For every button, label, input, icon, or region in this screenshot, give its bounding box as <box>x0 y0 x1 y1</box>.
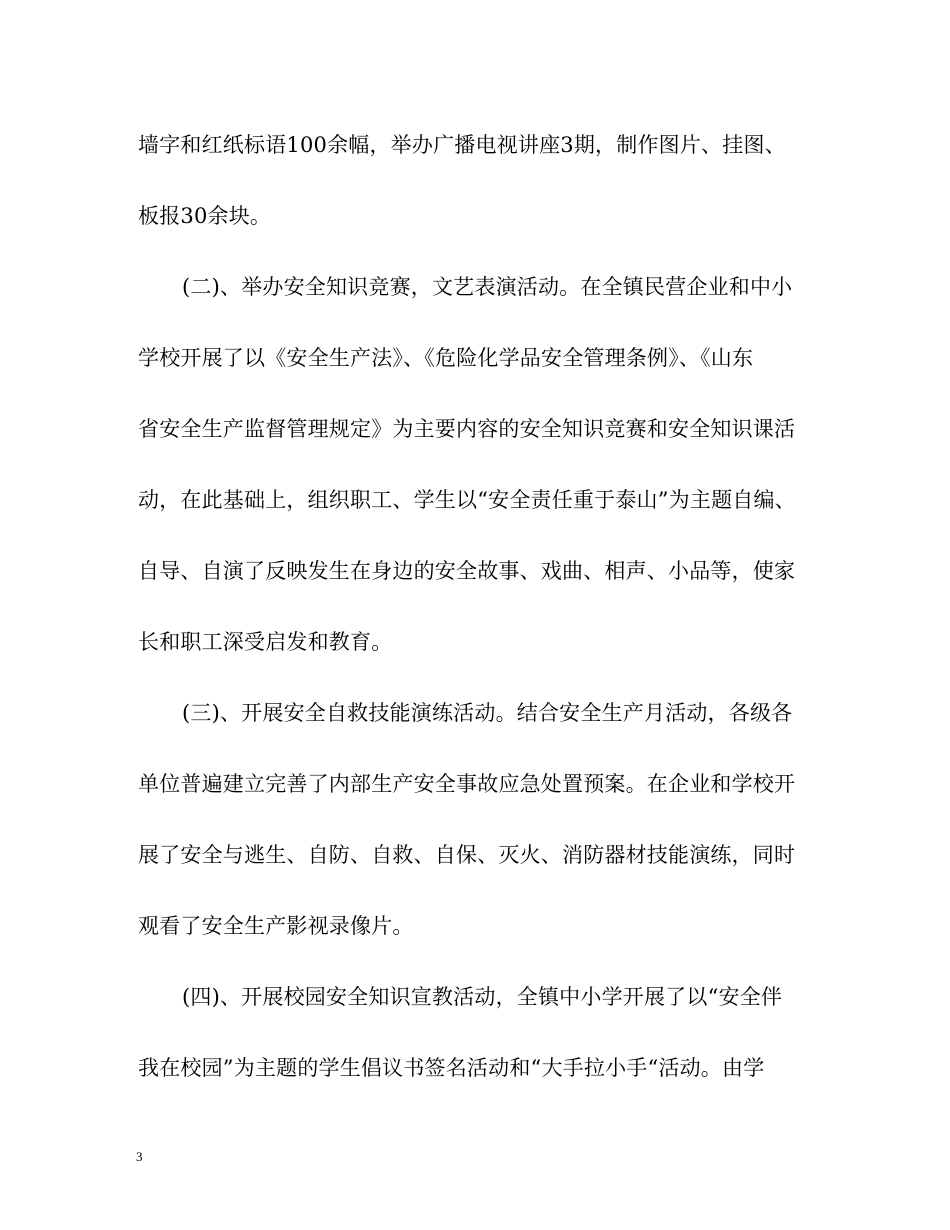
text-line: 展了安全与逃生、自防、自救、自保、灭火、消防器材技能演练，同时 <box>138 843 796 867</box>
text-line: 观看了安全生产影视录像片。 <box>138 914 414 938</box>
page-number: 3 <box>136 1149 143 1164</box>
text-line: 学校开展了以《安全生产法》、《危险化学品安全管理条例》、《山东 <box>138 346 754 370</box>
text-line: 自导、自演了反映发生在身边的安全故事、戏曲、相声、小品等，使家 <box>138 559 796 583</box>
text-line: 长和职工深受启发和教育。 <box>138 630 393 654</box>
text-line: 省安全生产监督管理规定》为主要内容的安全知识竞赛和安全知识课活 <box>138 417 796 441</box>
document-body <box>138 126 828 1120</box>
text-line: 动，在此基础上，组织职工、学生以“安全责任重于泰山”为主题自编、 <box>138 488 796 512</box>
paragraph-start-line: (四)、开展校园安全知识宣教活动，全镇中小学开展了以“安全伴 <box>182 985 783 1009</box>
text-line: 板报30余块。 <box>138 204 272 228</box>
text-line: 墙字和红纸标语100余幅，举办广播电视讲座3期，制作图片、挂图、 <box>138 133 786 157</box>
paragraph-start-line: (二)、举办安全知识竞赛，文艺表演活动。在全镇民营企业和中小 <box>182 275 793 299</box>
paragraph-start-line: (三)、开展安全自救技能演练活动。结合安全生产月活动，各级各 <box>182 701 793 725</box>
text-line: 单位普遍建立完善了内部生产安全事故应急处置预案。在企业和学校开 <box>138 772 796 796</box>
text-line: 我在校园”为主题的学生倡议书签名活动和“大手拉小手“活动。由学 <box>138 1056 765 1080</box>
